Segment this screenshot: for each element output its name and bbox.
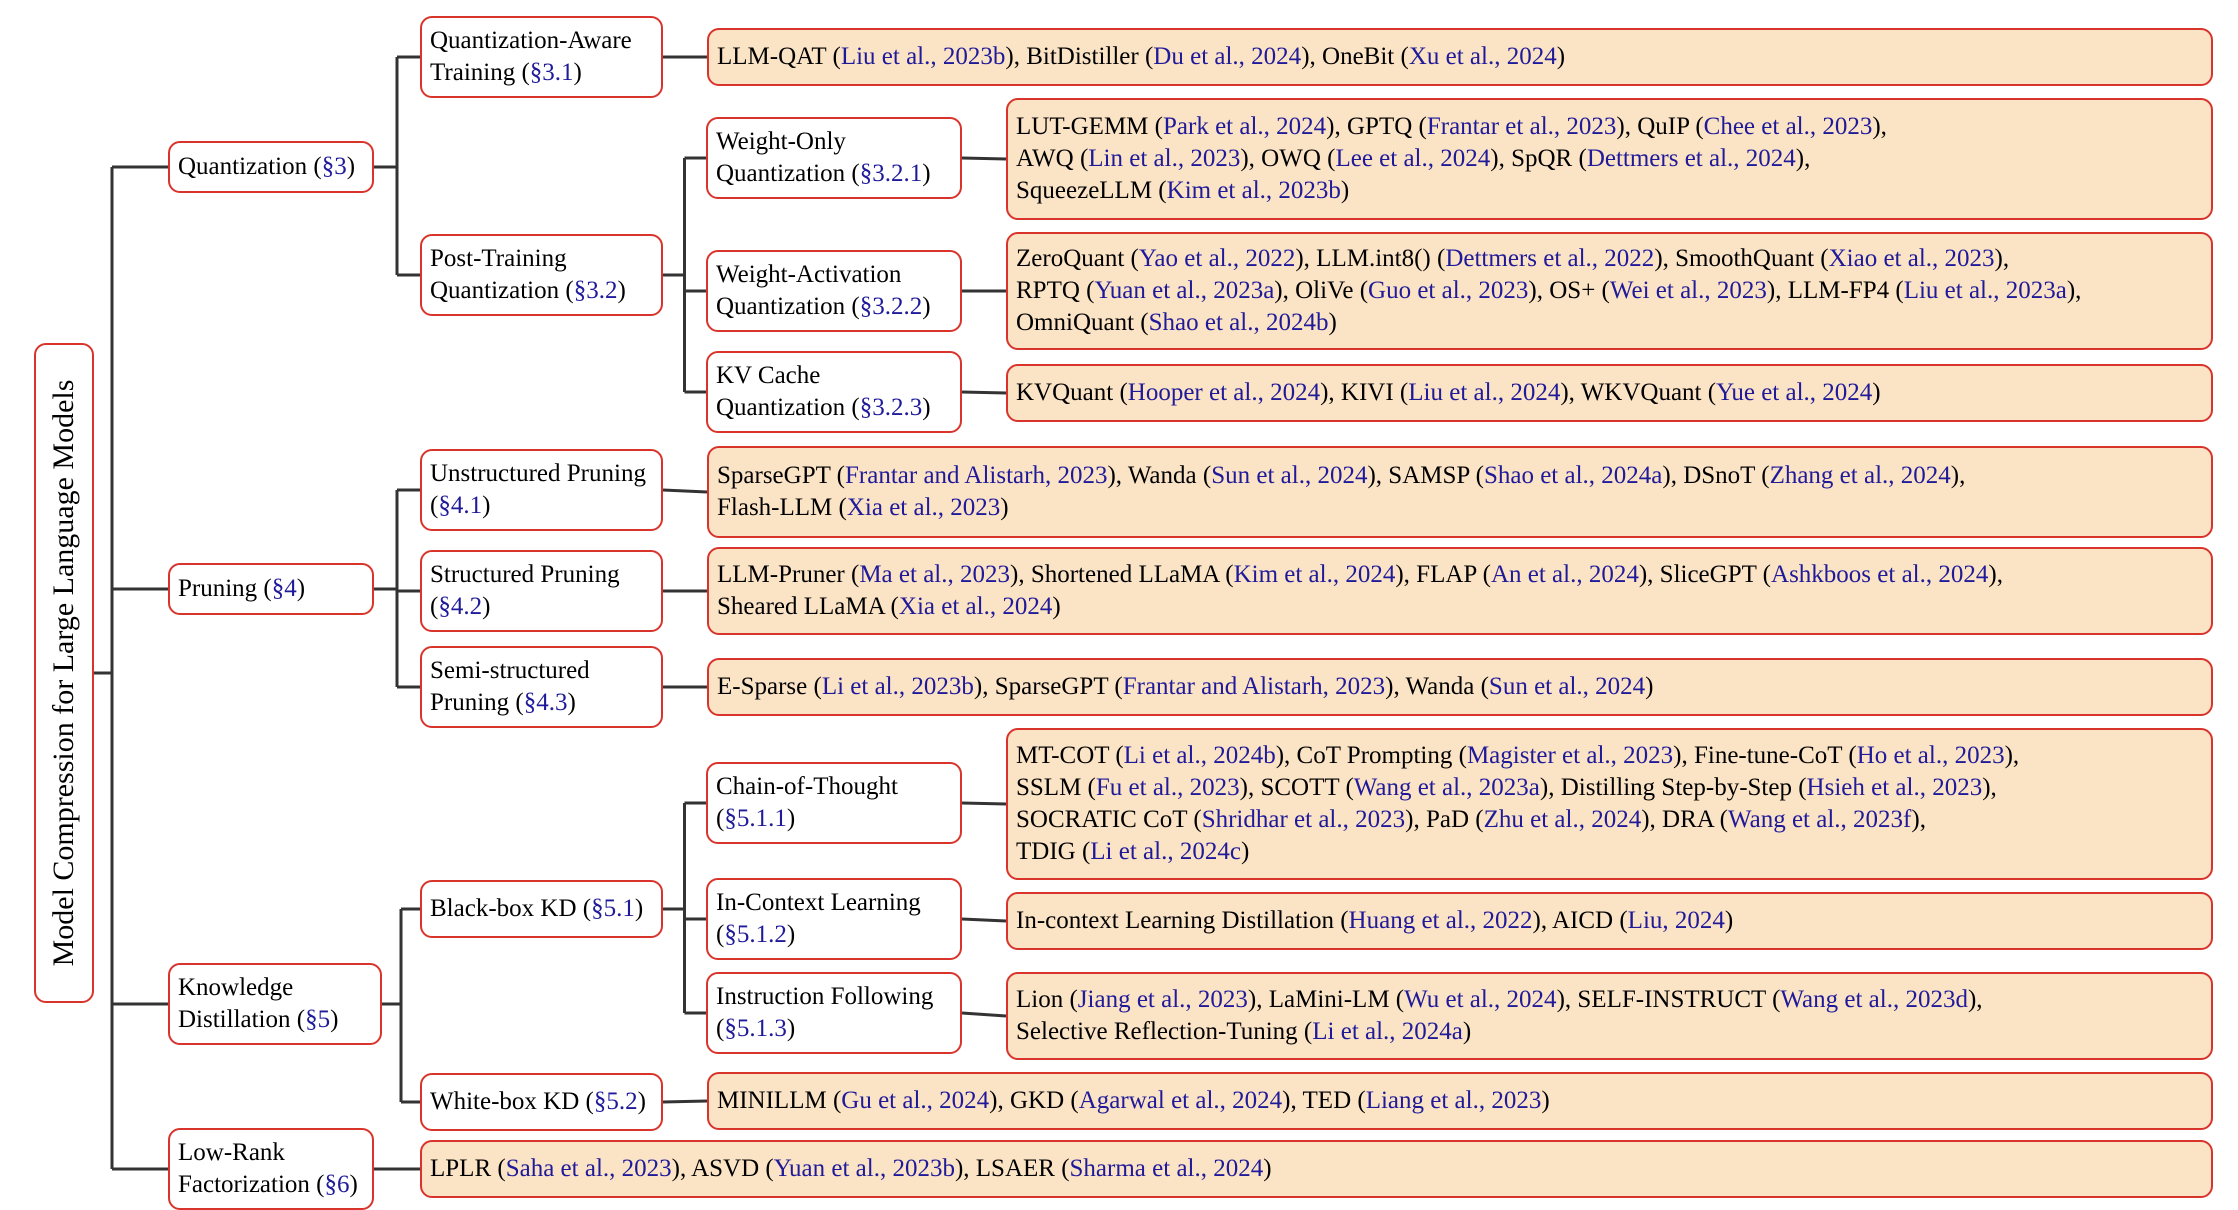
- reference-list-qat: [707, 28, 2213, 86]
- citation-link[interactable]: Huang et al., 2022: [1348, 907, 1533, 934]
- citation-link[interactable]: §5: [305, 1006, 331, 1033]
- citation-link[interactable]: Frantar and Alistarh, 2023: [845, 462, 1108, 489]
- node-text: Quantization-Aware: [430, 27, 632, 54]
- reference-text: ): [1541, 1087, 1550, 1114]
- reference-text: ),: [1988, 561, 2003, 588]
- citation-link[interactable]: Gu et al., 2024: [841, 1087, 990, 1114]
- node-line: [716, 1013, 952, 1045]
- citation-link[interactable]: Yue et al., 2024: [1716, 379, 1873, 406]
- citation-link[interactable]: Yuan et al., 2023b: [773, 1155, 955, 1182]
- reference-text: ), OS+ (: [1528, 277, 1610, 304]
- node-line: [716, 158, 952, 190]
- node-text: Knowledge: [178, 974, 294, 1001]
- reference-text: ),: [2066, 277, 2082, 304]
- citation-link[interactable]: Dettmers et al., 2024: [1586, 145, 1796, 172]
- reference-line: [717, 591, 2203, 623]
- connector-line: [962, 1013, 1006, 1016]
- connector-line: [962, 919, 1006, 921]
- subcategory-unst: [420, 449, 663, 531]
- reference-text: ), OliVe (: [1274, 277, 1369, 304]
- node-text: Structured Pruning: [430, 561, 620, 588]
- reference-list-stru: [707, 547, 2213, 635]
- node-text: ): [482, 593, 491, 620]
- node-line: [430, 591, 653, 623]
- node-line: [430, 57, 653, 89]
- node-text: Semi-structured: [430, 657, 590, 684]
- citation-link[interactable]: §5.2: [593, 1088, 638, 1115]
- reference-line: [1016, 175, 2203, 207]
- citation-link[interactable]: Li et al., 2024b: [1123, 742, 1276, 769]
- subcategory-qat: [420, 16, 663, 98]
- citation-link[interactable]: Park et al., 2024: [1163, 113, 1327, 140]
- citation-link[interactable]: Li et al., 2024c: [1090, 838, 1241, 865]
- citation-link[interactable]: Frantar et al., 2023: [1426, 113, 1617, 140]
- citation-link[interactable]: Lee et al., 2024: [1335, 145, 1491, 172]
- reference-text: ),: [2004, 742, 2020, 769]
- citation-link[interactable]: Sharma et al., 2024: [1069, 1155, 1264, 1182]
- node-text: ): [617, 277, 626, 304]
- reference-text: MINILLM (: [717, 1087, 842, 1114]
- reference-text: ), LLM-FP4 (: [1766, 277, 1904, 304]
- node-text: ): [573, 59, 582, 86]
- reference-text: ), OneBit (: [1301, 43, 1409, 70]
- node-text: ): [567, 689, 576, 716]
- node-text: Pruning (: [178, 575, 272, 602]
- reference-list-kv: [1006, 364, 2213, 422]
- citation-link[interactable]: Liu et al., 2023b: [840, 43, 1006, 70]
- node-line: [430, 25, 653, 57]
- reference-text: ), ASVD (: [671, 1155, 774, 1182]
- reference-line: [717, 492, 2203, 524]
- subcategory-wa: [706, 250, 962, 332]
- subcategory-icl: [706, 878, 962, 960]
- reference-text: ), Distilling Step-by-Step (: [1539, 774, 1807, 801]
- connector-line: [962, 158, 1006, 159]
- citation-link[interactable]: Sun et al., 2024: [1211, 462, 1368, 489]
- citation-link[interactable]: Magister et al., 2023: [1466, 742, 1674, 769]
- citation-link[interactable]: Wu et al., 2024: [1404, 986, 1557, 1013]
- node-text: (: [716, 805, 725, 832]
- reference-line: [1016, 243, 2203, 275]
- subcategory-wo: [706, 117, 962, 199]
- node-line: [430, 243, 653, 275]
- reference-line: [717, 559, 2203, 591]
- reference-text: ), QuIP (: [1616, 113, 1704, 140]
- citation-link[interactable]: Ma et al., 2023: [859, 561, 1010, 588]
- citation-link[interactable]: Agarwal et al., 2024: [1078, 1087, 1283, 1114]
- subcategory-stru: [420, 550, 663, 632]
- subcategory-wbkd: [420, 1073, 663, 1131]
- citation-link[interactable]: Shao et al., 2024a: [1483, 462, 1663, 489]
- node-text: ): [786, 921, 796, 948]
- node-line: [716, 771, 952, 803]
- subcategory-kv: [706, 351, 962, 433]
- node-line: [716, 360, 952, 392]
- node-line: [178, 1169, 364, 1201]
- reference-text: ): [1872, 379, 1881, 406]
- reference-line: [1016, 984, 2203, 1016]
- reference-text: ): [1240, 838, 1250, 865]
- citation-link[interactable]: Xu et al., 2024: [1408, 43, 1557, 70]
- node-text: Chain-of-Thought: [716, 773, 898, 800]
- node-text: Quantization (: [716, 160, 860, 187]
- citation-link[interactable]: Liu, 2024: [1627, 907, 1725, 934]
- category-quant: [168, 141, 374, 193]
- reference-text: ): [1000, 494, 1009, 521]
- citation-link[interactable]: §4.3: [523, 689, 568, 716]
- reference-text: SOCRATIC CoT (: [1016, 806, 1202, 833]
- reference-text: MT-COT (: [1016, 742, 1124, 769]
- reference-line: [1016, 772, 2203, 804]
- node-text: ): [296, 575, 306, 602]
- node-text: Quantization (: [716, 394, 860, 421]
- citation-link[interactable]: Chee et al., 2023: [1703, 113, 1873, 140]
- reference-line: [430, 1153, 2203, 1185]
- node-text: White-box KD (: [430, 1088, 594, 1115]
- reference-line: [1016, 275, 2203, 307]
- node-text: ): [922, 394, 931, 421]
- reference-line: [1016, 377, 2203, 409]
- citation-link[interactable]: §6: [324, 1171, 350, 1198]
- reference-text: SparseGPT (: [717, 462, 846, 489]
- citation-link[interactable]: Li et al., 2023b: [821, 673, 974, 700]
- reference-text: AWQ (: [1016, 145, 1089, 172]
- node-text: ): [786, 1015, 796, 1042]
- reference-text: SqueezeLLM (: [1016, 177, 1167, 204]
- citation-link[interactable]: Dettmers et al., 2022: [1445, 245, 1655, 272]
- reference-text: In-context Learning Distillation (: [1016, 907, 1349, 934]
- citation-link[interactable]: §5.1.3: [724, 1015, 787, 1042]
- reference-text: ), WKVQuant (: [1560, 379, 1717, 406]
- citation-link[interactable]: Wang et al., 2023a: [1353, 774, 1540, 801]
- reference-line: [1016, 905, 2203, 937]
- reference-text: ), SmoothQuant (: [1654, 245, 1829, 272]
- reference-line: [1016, 836, 2203, 868]
- reference-line: [717, 460, 2203, 492]
- reference-line: [1016, 111, 2203, 143]
- reference-text: ),: [1911, 806, 1926, 833]
- citation-link[interactable]: §5.1.1: [724, 805, 787, 832]
- reference-text: ZeroQuant (: [1016, 245, 1139, 272]
- reference-text: ), OWQ (: [1240, 145, 1336, 172]
- reference-text: ), SELF-INSTRUCT (: [1556, 986, 1781, 1013]
- reference-text: ): [1052, 593, 1061, 620]
- reference-text: RPTQ (: [1016, 277, 1095, 304]
- connector-line: [962, 392, 1006, 393]
- node-text: Weight-Activation: [716, 261, 902, 288]
- reference-text: OmniQuant (: [1016, 309, 1149, 336]
- reference-text: ), Fine-tune-CoT (: [1673, 742, 1857, 769]
- reference-text: KVQuant (: [1016, 379, 1128, 406]
- citation-link[interactable]: Liang et al., 2023: [1365, 1087, 1542, 1114]
- citation-link[interactable]: Du et al., 2024: [1153, 43, 1302, 70]
- node-line: [178, 573, 364, 605]
- node-line: [716, 392, 952, 424]
- node-line: [178, 972, 372, 1004]
- node-line: [430, 458, 653, 490]
- reference-text: ),: [1982, 774, 1997, 801]
- reference-text: ), DRA (: [1641, 806, 1729, 833]
- citation-link[interactable]: Liu et al., 2023a: [1903, 277, 2067, 304]
- reference-text: ): [1328, 309, 1337, 336]
- reference-line: [1016, 740, 2203, 772]
- reference-text: ), PaD (: [1405, 806, 1484, 833]
- root-label: Model Compression for Large Language Models: [47, 379, 80, 967]
- reference-text: ), LSAER (: [954, 1155, 1070, 1182]
- reference-text: ), Wanda (: [1385, 673, 1489, 700]
- citation-link[interactable]: §3.2.2: [859, 293, 923, 320]
- node-text: (: [716, 1015, 725, 1042]
- reference-text: ), CoT Prompting (: [1275, 742, 1467, 769]
- node-text: Low-Rank: [178, 1139, 285, 1166]
- reference-text: ), Wanda (: [1107, 462, 1212, 489]
- reference-text: ),: [1994, 245, 2010, 272]
- reference-text: E-Sparse (: [717, 673, 822, 700]
- reference-text: ),: [1950, 462, 1966, 489]
- node-text: In-Context Learning: [716, 889, 921, 916]
- root-node: [34, 343, 94, 1003]
- reference-text: ), TED (: [1282, 1087, 1366, 1114]
- node-line: [716, 803, 952, 835]
- reference-text: LLM-Pruner (: [717, 561, 860, 588]
- reference-text: SSLM (: [1016, 774, 1096, 801]
- reference-line: [1016, 143, 2203, 175]
- node-text: (: [716, 921, 725, 948]
- citation-link[interactable]: Wang et al., 2023f: [1728, 806, 1912, 833]
- citation-link[interactable]: §3: [321, 153, 347, 180]
- reference-text: ), DSnoT (: [1662, 462, 1770, 489]
- node-text: Quantization (: [178, 153, 322, 180]
- citation-link[interactable]: §4: [271, 575, 297, 602]
- node-line: [430, 893, 653, 925]
- reference-list-cot: [1006, 728, 2213, 880]
- reference-text: ): [1556, 43, 1566, 70]
- reference-text: LUT-GEMM (: [1016, 113, 1163, 140]
- reference-text: ), SparseGPT (: [973, 673, 1123, 700]
- reference-text: ): [1263, 1155, 1272, 1182]
- reference-text: ), GPTQ (: [1326, 113, 1427, 140]
- citation-link[interactable]: Guo et al., 2023: [1368, 277, 1529, 304]
- subcategory-inst: [706, 972, 962, 1054]
- node-text: Factorization (: [178, 1171, 325, 1198]
- reference-text: ): [1340, 177, 1350, 204]
- citation-link[interactable]: An et al., 2024: [1490, 561, 1639, 588]
- reference-text: Selective Reflection-Tuning (: [1016, 1018, 1313, 1045]
- node-line: [178, 1004, 372, 1036]
- node-text: Post-Training: [430, 245, 567, 272]
- reference-text: Lion (: [1016, 986, 1078, 1013]
- citation-link[interactable]: Fu et al., 2023: [1095, 774, 1240, 801]
- citation-link[interactable]: Hsieh et al., 2023: [1806, 774, 1983, 801]
- citation-link[interactable]: Zhang et al., 2024: [1769, 462, 1951, 489]
- node-text: Quantization (: [430, 277, 574, 304]
- node-text: Training (: [430, 59, 530, 86]
- citation-link[interactable]: §3.2.3: [859, 394, 923, 421]
- citation-link[interactable]: Xia et al., 2024: [898, 593, 1053, 620]
- citation-link[interactable]: Wang et al., 2023d: [1780, 986, 1968, 1013]
- reference-text: ),: [1872, 113, 1887, 140]
- node-text: Unstructured Pruning: [430, 460, 646, 487]
- node-line: [716, 126, 952, 158]
- reference-line: [1016, 307, 2203, 339]
- reference-text: ),: [1795, 145, 1811, 172]
- reference-text: ),: [1967, 986, 1983, 1013]
- citation-link[interactable]: §5.1.2: [724, 921, 787, 948]
- connector-line: [962, 803, 1006, 804]
- reference-text: TDIG (: [1016, 838, 1091, 865]
- node-line: [430, 275, 653, 307]
- reference-line: [717, 671, 2203, 703]
- reference-line: [1016, 1016, 2203, 1048]
- node-text: ): [346, 153, 356, 180]
- reference-text: ): [1645, 673, 1654, 700]
- reference-text: LLM-QAT (: [717, 43, 841, 70]
- citation-link[interactable]: §3.2: [573, 277, 618, 304]
- node-text: Weight-Only: [716, 128, 846, 155]
- citation-link[interactable]: Ho et al., 2023: [1856, 742, 2005, 769]
- node-text: ): [634, 895, 644, 922]
- node-text: ): [786, 805, 796, 832]
- subcategory-cot: [706, 762, 962, 844]
- node-text: ): [922, 293, 931, 320]
- reference-line: [1016, 804, 2203, 836]
- subcategory-bbkd: [420, 880, 663, 938]
- reference-text: ): [1462, 1018, 1472, 1045]
- node-line: [716, 887, 952, 919]
- reference-list-lrf: [420, 1140, 2213, 1198]
- node-line: [430, 490, 653, 522]
- node-text: Instruction Following: [716, 983, 934, 1010]
- connector-line: [663, 1101, 707, 1102]
- reference-list-wo: [1006, 98, 2213, 220]
- reference-text: Sheared LLaMA (: [717, 593, 899, 620]
- subcategory-semi: [420, 646, 663, 728]
- citation-link[interactable]: Sun et al., 2024: [1488, 673, 1646, 700]
- citation-link[interactable]: Li et al., 2024a: [1312, 1018, 1463, 1045]
- citation-link[interactable]: Yuan et al., 2023a: [1094, 277, 1275, 304]
- reference-line: [717, 41, 2203, 73]
- node-line: [716, 919, 952, 951]
- node-line: [430, 655, 653, 687]
- citation-link[interactable]: Ashkboos et al., 2024: [1771, 561, 1989, 588]
- node-line: [716, 291, 952, 323]
- node-line: [716, 259, 952, 291]
- reference-text: ), FLAP (: [1395, 561, 1491, 588]
- node-text: Distillation (: [178, 1006, 306, 1033]
- citation-link[interactable]: Wei et al., 2023: [1609, 277, 1767, 304]
- node-line: [430, 687, 653, 719]
- reference-list-semi: [707, 658, 2213, 716]
- node-text: (: [430, 593, 439, 620]
- reference-text: LPLR (: [430, 1155, 506, 1182]
- citation-link[interactable]: §5.1: [591, 895, 635, 922]
- citation-link[interactable]: Frantar and Alistarh, 2023: [1122, 673, 1386, 700]
- citation-link[interactable]: Kim et al., 2023b: [1166, 177, 1341, 204]
- node-line: [430, 1086, 653, 1118]
- node-line: [178, 1137, 364, 1169]
- reference-text: ), SCOTT (: [1239, 774, 1354, 801]
- category-lrf: [168, 1128, 374, 1210]
- node-text: ): [637, 1088, 646, 1115]
- node-text: ): [482, 492, 491, 519]
- citation-link[interactable]: Saha et al., 2023: [505, 1155, 672, 1182]
- reference-text: ), SliceGPT (: [1638, 561, 1772, 588]
- citation-link[interactable]: Hooper et al., 2024: [1127, 379, 1321, 406]
- reference-list-icl: [1006, 892, 2213, 950]
- reference-list-unst: [707, 446, 2213, 538]
- category-kd: [168, 963, 382, 1045]
- reference-list-inst: [1006, 972, 2213, 1060]
- node-text: Black-box KD (: [430, 895, 592, 922]
- citation-link[interactable]: Yao et al., 2022: [1138, 245, 1296, 272]
- reference-text: ), SAMSP (: [1367, 462, 1484, 489]
- citation-link[interactable]: Zhu et al., 2024: [1483, 806, 1642, 833]
- citation-link[interactable]: Xia et al., 2023: [846, 494, 1001, 521]
- reference-text: ), AICD (: [1532, 907, 1628, 934]
- citation-link[interactable]: Shridhar et al., 2023: [1201, 806, 1406, 833]
- connector-line: [663, 490, 707, 492]
- citation-link[interactable]: Liu et al., 2024: [1408, 379, 1561, 406]
- node-text: ): [922, 160, 931, 187]
- node-text: Pruning (: [430, 689, 524, 716]
- node-text: KV Cache: [716, 362, 821, 389]
- node-line: [178, 151, 364, 183]
- reference-text: ), KIVI (: [1320, 379, 1409, 406]
- category-prun: [168, 563, 374, 615]
- citation-link[interactable]: §3.1: [529, 59, 574, 86]
- subcategory-ptq: [420, 234, 663, 316]
- node-line: [716, 981, 952, 1013]
- reference-line: [717, 1085, 2203, 1117]
- reference-text: ), Shortened LLaMA (: [1010, 561, 1234, 588]
- reference-text: ), SpQR (: [1490, 145, 1587, 172]
- citation-link[interactable]: §4.2: [438, 593, 483, 620]
- citation-link[interactable]: Jiang et al., 2023: [1077, 986, 1248, 1013]
- citation-link[interactable]: Shao et al., 2024b: [1148, 309, 1329, 336]
- reference-text: ), BitDistiller (: [1005, 43, 1154, 70]
- reference-text: Flash-LLM (: [717, 494, 847, 521]
- node-text: (: [430, 492, 439, 519]
- reference-text: ), GKD (: [989, 1087, 1079, 1114]
- citation-link[interactable]: Lin et al., 2023: [1088, 145, 1241, 172]
- citation-link[interactable]: §4.1: [438, 492, 483, 519]
- reference-text: ), LLM.int8() (: [1295, 245, 1446, 272]
- reference-text: ): [1724, 907, 1734, 934]
- node-line: [430, 559, 653, 591]
- node-text: Quantization (: [716, 293, 860, 320]
- reference-list-wa: [1006, 232, 2213, 350]
- citation-link[interactable]: §3.2.1: [859, 160, 923, 187]
- citation-link[interactable]: Xiao et al., 2023: [1828, 245, 1995, 272]
- node-text: ): [330, 1006, 339, 1033]
- reference-text: ), LaMini-LM (: [1247, 986, 1405, 1013]
- citation-link[interactable]: Kim et al., 2024: [1233, 561, 1396, 588]
- reference-list-wbkd: [707, 1072, 2213, 1130]
- node-text: ): [349, 1171, 358, 1198]
